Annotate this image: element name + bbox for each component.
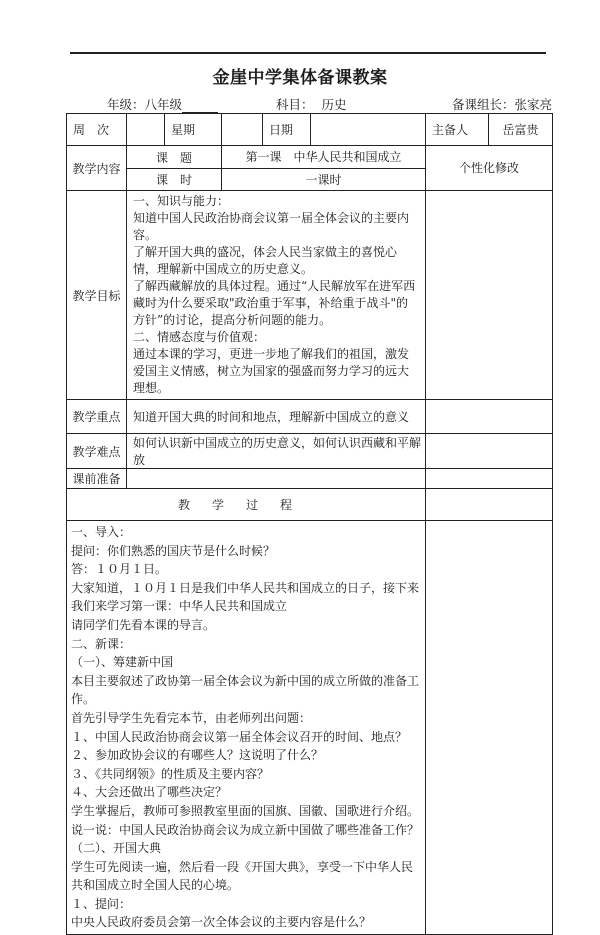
process-edit-cell[interactable] (426, 521, 553, 935)
key-points-value: 知道开国大典的时间和地点，理解新中国成立的意义 (127, 400, 426, 434)
preparation-edit-cell[interactable] (426, 469, 553, 489)
subject-label: 科目： (276, 97, 314, 112)
objectives-line: 二、情感态度与价值观： (133, 330, 266, 344)
subject-info (276, 95, 394, 114)
header-row (67, 114, 553, 146)
process-title-row (67, 489, 553, 521)
topic-value: 第一课 中华人民共和国成立 (222, 146, 426, 169)
objectives-line: 知道中国人民政治协商会议第一届全体会议的主要内容。 (133, 211, 410, 242)
process-line: １、提问： (71, 896, 132, 911)
subject-value: 历史 (314, 95, 394, 114)
objectives-line: 了解开国大典的盛况，体会人民当家做主的喜悦心情，理解新中国成立的历史意义。 (133, 245, 398, 276)
process-line: ３、《共同纲领》的性质及主要内容？ (71, 766, 270, 781)
objectives-label: 教学目标 (67, 191, 127, 400)
objectives-content (127, 191, 426, 400)
process-line: ２、参加政协会议的有哪些人？这说明了什么？ (71, 748, 324, 763)
process-line: 学生可先阅读一遍，然后看一段《开国大典》，享受一下中华人民共和国成立时全国人民的心境。 (71, 859, 414, 893)
key-points-edit-cell[interactable] (426, 400, 553, 434)
date-value[interactable] (311, 114, 426, 146)
hours-label: 课 时 (127, 169, 222, 191)
personal-edit-label: 个性化修改 (426, 146, 553, 191)
date-label: 日期 (263, 114, 311, 146)
leader-value: 张家亮 (514, 97, 552, 112)
process-line: 二、新课： (71, 636, 132, 651)
key-points-row (67, 400, 553, 434)
process-line: 本目主要叙述了政协第一届全体会议为新中国的成立所做的准备工作。 (71, 673, 420, 707)
process-title: 教学过程 (67, 489, 426, 521)
process-line: 一、导入： (71, 525, 132, 539)
process-line: 大家知道，１０月１日是我们中华人民共和国成立的日子，接下来我们来学习第一课：中华人民共和国成立 (71, 580, 420, 614)
process-line: 请同学们先看本课的导言。 (71, 617, 216, 632)
process-row (67, 521, 553, 935)
objectives-edit-cell[interactable] (426, 191, 553, 400)
week-label: 周 次 (67, 114, 127, 146)
objectives-row (67, 191, 553, 400)
objectives-line: 通过本课的学习，更进一步地了解我们的祖国，激发爱国主义情感，树立为国家的强盛而努力学习的远大理想。 (133, 347, 410, 395)
objectives-line: 一、知识与能力： (133, 194, 230, 208)
hours-value: 一课时 (222, 169, 426, 191)
leader-info (452, 95, 552, 113)
week-value[interactable] (127, 114, 165, 146)
process-line: 中央人民政府委员会第一次全体会议的主要内容是什么？ (71, 915, 372, 930)
process-line: 提问：你们熟悉的国庆节是什么时候？ (71, 543, 276, 558)
topic-row (67, 146, 553, 169)
main-preparer-value: 岳富贵 (489, 114, 553, 146)
lesson-plan-table (66, 113, 553, 935)
preparation-label: 课前准备 (67, 469, 127, 489)
difficulties-label: 教学难点 (67, 434, 127, 469)
difficulties-row (67, 434, 553, 469)
difficulties-edit-cell[interactable] (426, 434, 553, 469)
process-title-edit-cell[interactable] (426, 489, 553, 521)
preparation-row (67, 469, 553, 489)
process-line: １、中国人民政治协商会议第一届全体会议召开的时间、地点？ (71, 729, 408, 744)
process-line: ４、大会还做出了哪些决定？ (71, 785, 228, 800)
process-content (67, 521, 426, 935)
weekday-label: 星期 (165, 114, 222, 146)
preparation-value[interactable] (127, 469, 426, 489)
key-points-label: 教学重点 (67, 400, 127, 434)
header-rule (70, 52, 546, 54)
process-line: （二）、开国大典 (71, 841, 162, 856)
topic-label: 课 题 (127, 146, 222, 169)
grade-value: 八年级 (144, 97, 183, 112)
process-line: 说一说：中国人民政治协商会议为成立新中国做了哪些准备工作？ (71, 822, 420, 837)
document-title: 金崖中学集体备课教案 (212, 68, 388, 88)
weekday-value[interactable] (222, 114, 263, 146)
leader-label: 备课组长： (451, 97, 515, 112)
grade-info (107, 95, 218, 113)
content-section-label: 教学内容 (67, 146, 127, 191)
process-line: 首先引导学生先看完本节，由老师列出问题： (71, 710, 312, 725)
process-line: 学生掌握后，教师可参照教室里面的国旗、国徽、国歌进行介绍。 (71, 803, 420, 818)
difficulties-value: 如何认识新中国成立的历史意义，如何认识西藏和平解放 (127, 434, 426, 469)
process-line: 答：１０月１日。 (71, 562, 168, 577)
process-line: （一）、筹建新中国 (71, 655, 174, 670)
grade-label: 年级： (107, 97, 145, 112)
main-preparer-label: 主备人 (426, 114, 489, 146)
objectives-line: 了解西藏解放的具体过程。通过“人民解放军在进军西藏时为什么要采取"政治重于军事，补给重于战斗"的方针”的讨论，提高分析问题的能力。 (133, 279, 416, 327)
grade-underline (182, 99, 218, 113)
